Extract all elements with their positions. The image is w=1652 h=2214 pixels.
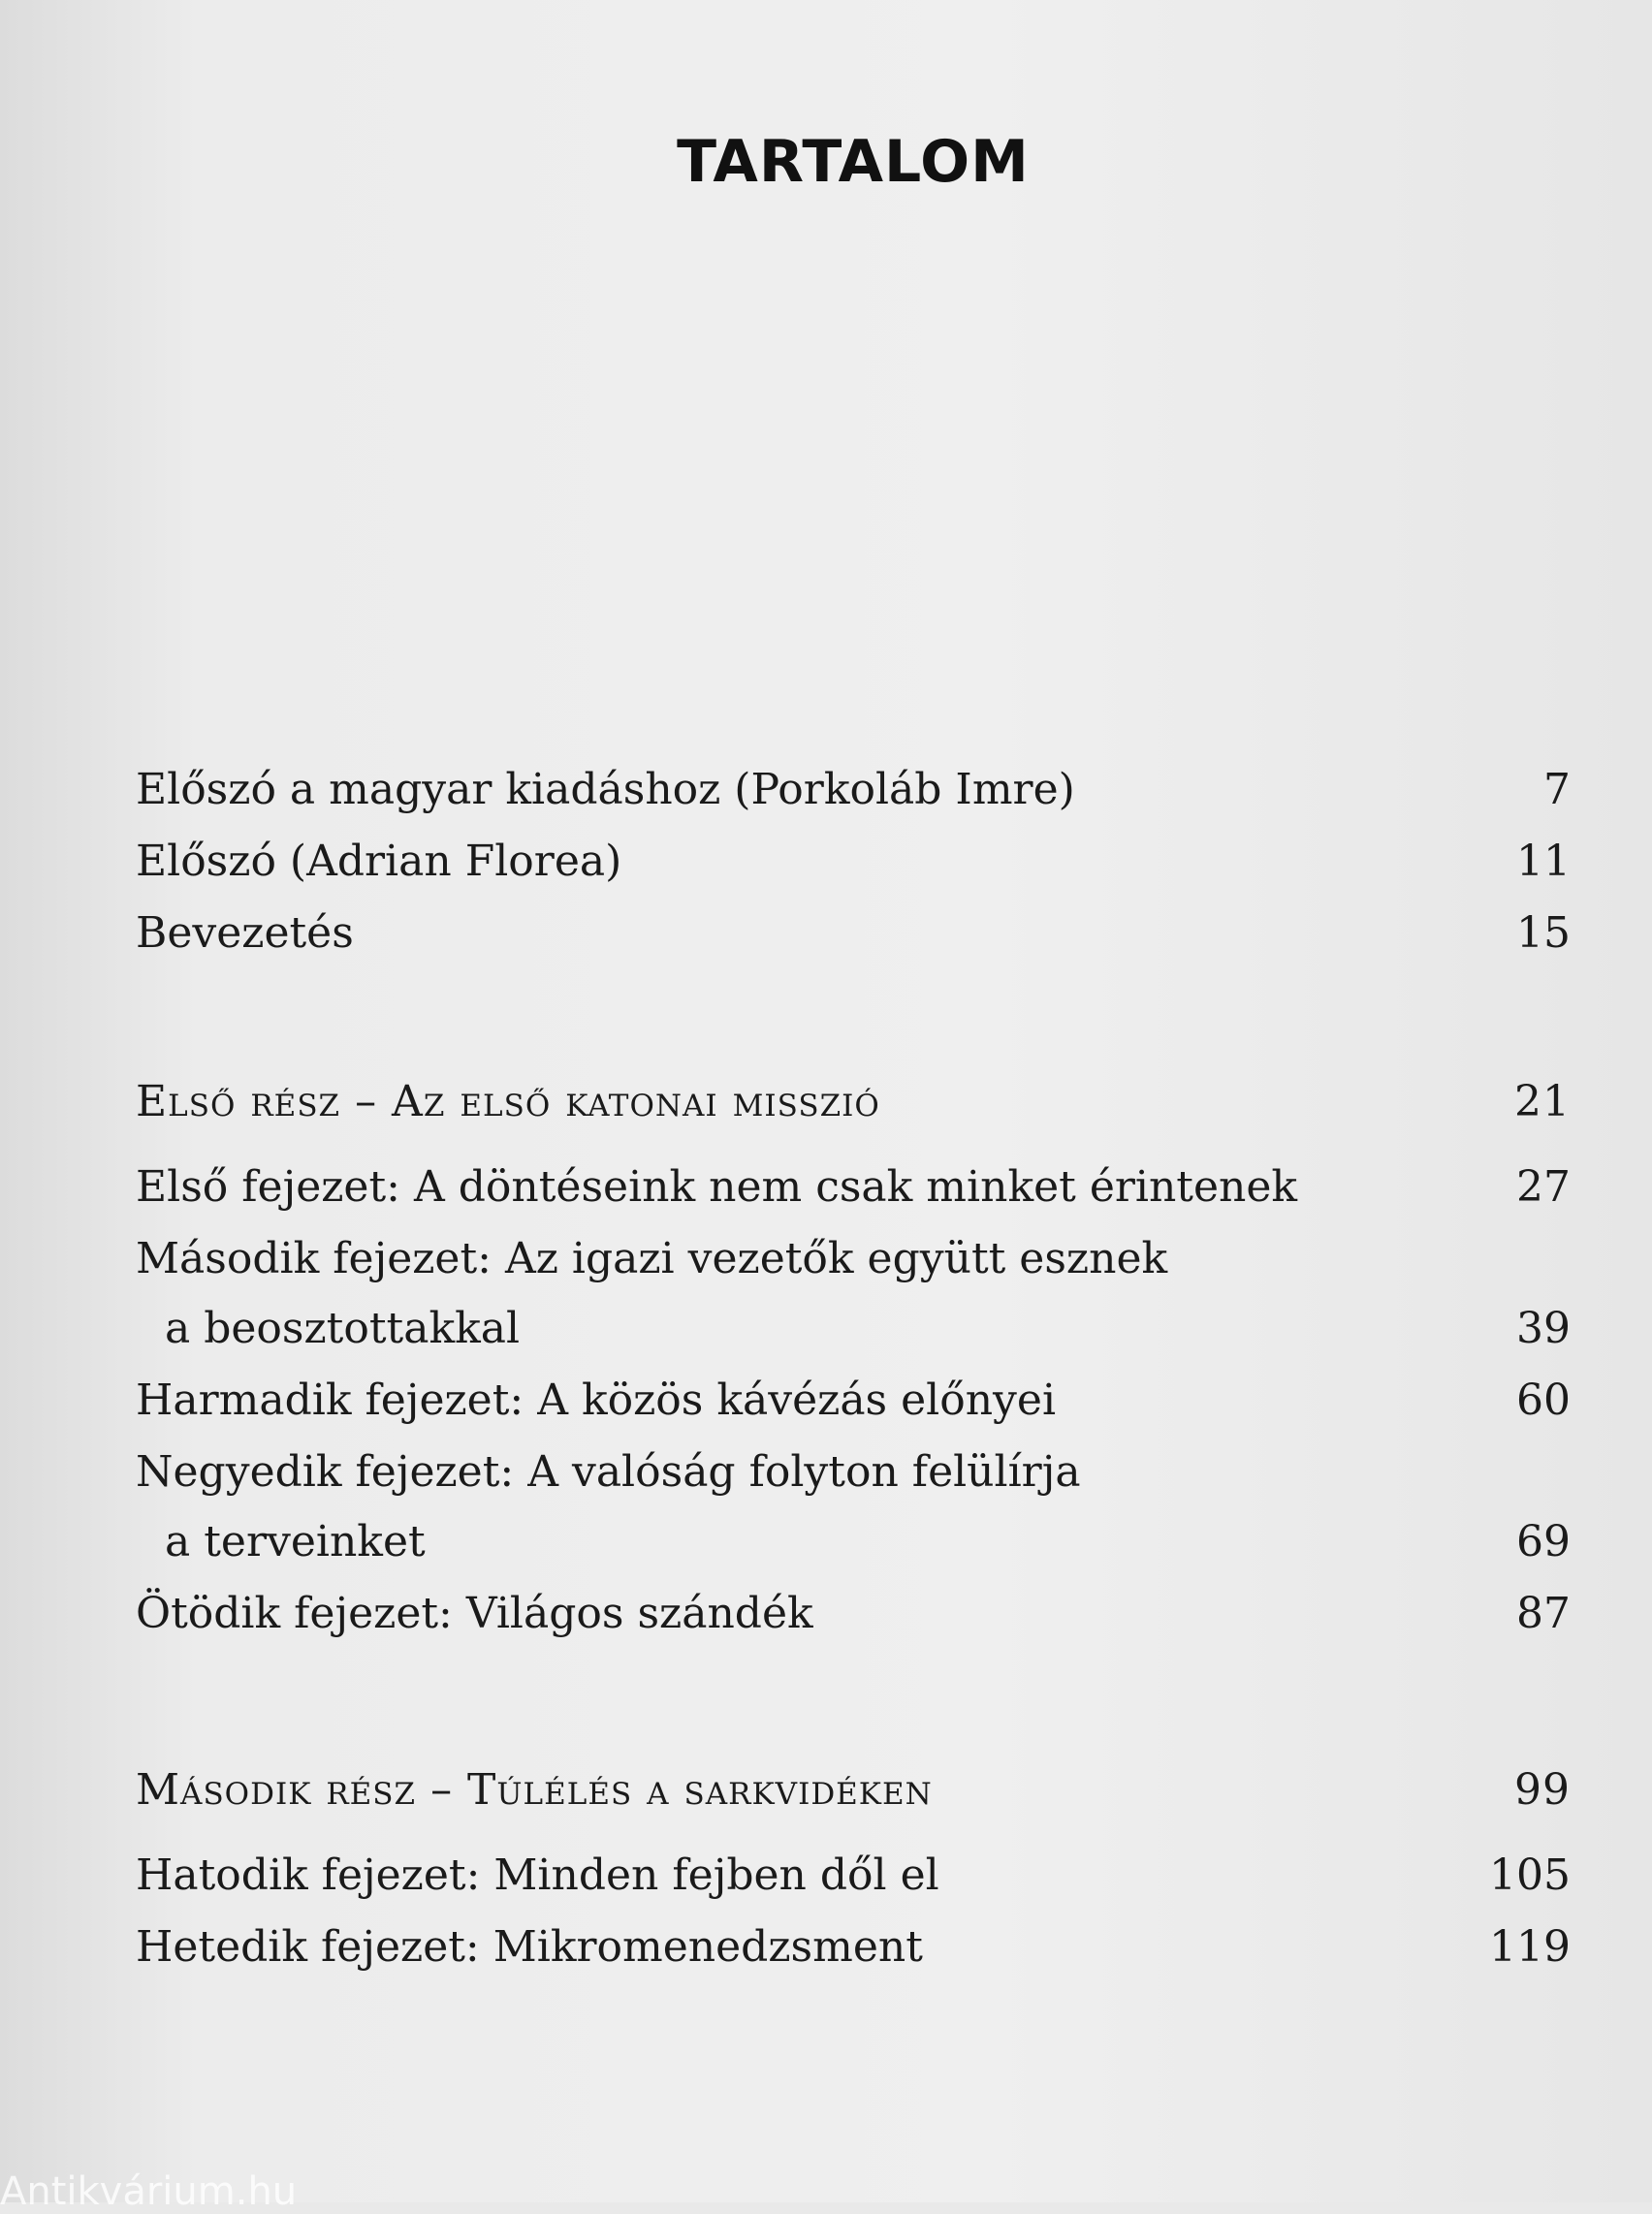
toc-part-heading [136,1078,1571,1150]
toc-entry [136,1448,1571,1518]
toc-part-label: Második rész – Túlélés a sarkvidéken [136,1765,933,1815]
reverse-side-bleed-through [653,19,1565,79]
toc-entry-page: 99 [1514,1765,1571,1815]
section-gap [136,981,1571,1078]
table-of-contents [136,766,1571,1995]
toc-entry [136,1376,1571,1448]
toc-entry-page: 87 [1516,1589,1571,1638]
toc-entry [136,1235,1571,1305]
toc-entry-page: 27 [1516,1162,1571,1212]
toc-entry [136,1923,1571,1995]
toc-entry-page: 21 [1514,1077,1571,1126]
toc-entry [136,909,1571,981]
toc-entry-page: 15 [1516,908,1571,958]
toc-entry-page: 69 [1516,1517,1571,1566]
toc-entry-label: Hatodik fejezet: Minden fejben dől el [136,1850,939,1900]
toc-entry-label: Ötödik fejezet: Világos szándék [136,1589,813,1638]
toc-entry [136,1851,1571,1923]
toc-entry-label: Első fejezet: A döntéseink nem csak minket érintenek [136,1162,1298,1212]
toc-entry [136,1163,1571,1235]
toc-entry-label: Negyedik fejezet: A valóság folyton felülírja [136,1447,1081,1497]
toc-entry [136,766,1571,838]
page-title: TARTALOM [677,128,1030,196]
toc-entry-page: 39 [1516,1304,1571,1353]
toc-entry-continuation [136,1305,1571,1376]
toc-entry-label: Harmadik fejezet: A közös kávézás előnyei [136,1376,1057,1425]
toc-entry-label: Hetedik fejezet: Mikromenedzsment [136,1922,923,1972]
toc-entry-page: 11 [1516,837,1571,886]
section-gap [136,1838,1571,1851]
toc-entry-page: 119 [1489,1922,1571,1972]
toc-entry-label: Második fejezet: Az igazi vezetők együtt esznek [136,1234,1168,1283]
toc-part-label: Első rész – Az első katonai misszió [136,1077,880,1126]
toc-entry [136,838,1571,909]
toc-entry-label: Előszó (Adrian Florea) [136,837,622,886]
toc-entry-continuation [136,1518,1571,1590]
toc-entry-page: 7 [1543,765,1571,814]
toc-entry [136,1590,1571,1661]
watermark-text: Antikvárium.hu [0,2169,298,2214]
toc-entry-label: a beosztottakkal [165,1304,521,1353]
toc-entry-label: Bevezetés [136,908,354,958]
section-gap [136,1661,1571,1766]
toc-entry-label: Előszó a magyar kiadáshoz (Porkoláb Imre) [136,765,1075,814]
toc-entry-page: 60 [1516,1376,1571,1425]
toc-entry-page: 105 [1489,1850,1571,1900]
section-gap [136,1150,1571,1163]
toc-part-heading [136,1766,1571,1838]
toc-entry-label: a terveinket [165,1517,426,1566]
